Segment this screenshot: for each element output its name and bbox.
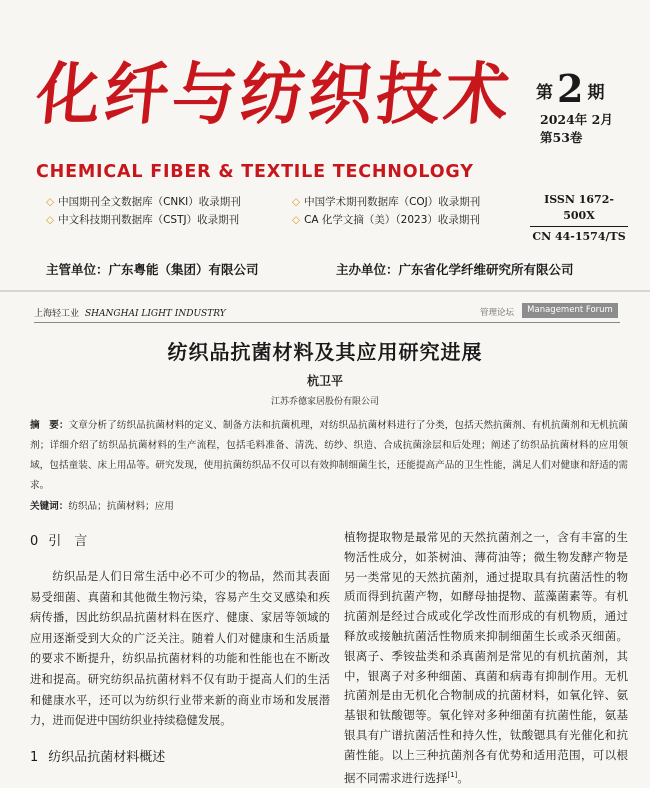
issue-suffix: 期 bbox=[587, 83, 605, 103]
issue-prefix: 第 bbox=[536, 83, 553, 103]
bullet-icon: ◇ bbox=[292, 214, 301, 226]
issue-number-line bbox=[536, 66, 646, 111]
issn-divider bbox=[530, 226, 628, 227]
article-title: 纺织品抗菌材料及其应用研究进展 bbox=[167, 340, 483, 364]
bullet-icon: ◇ bbox=[46, 214, 55, 226]
issue-date: 2024年 2月 bbox=[540, 112, 613, 127]
right-paragraph: 植物提取物是最常见的天然抗菌剂之一，含有丰富的生物活性成分，如茶树油、薄荷油等；微生物发酵产物是另一类常见的天然抗菌剂，通过提取具有抗菌活性的物质而得到抗菌产物，如酵母抽提物、蓝藻菌素等。有机抗菌剂是经过合成或化学改性而形成的有机物质，通过释放或接触抗菌活性物质来抑制细菌生长或杀灭细菌。银离子、季铵盐类和杀真菌剂是常见的有机抗菌剂，其中，银离子对多种细菌、真菌和病毒有抑制作用。无机抗菌剂是由无机化合物制成的抗菌材料，如氧化锌、氨基银和钛酸锶等。氧化锌对多种细菌有抗菌性能，氨基银具有广谱抗菌活性和持久性，钛酸锶具有光催化和抗菌性能。以上三种抗菌剂各有优势和适用范围，可以根据不同需求进行选择[1]。 bbox=[344, 530, 628, 785]
database-list-right bbox=[292, 193, 480, 229]
running-header bbox=[34, 306, 226, 319]
journal-title-en: CHEMICAL FIBER & TEXTILE TECHNOLOGY bbox=[36, 162, 474, 182]
bullet-icon: ◇ bbox=[46, 196, 55, 208]
forum-label-en: Management Forum bbox=[522, 303, 618, 318]
issue-number: 2 bbox=[557, 66, 584, 111]
abstract-label: 摘 要： bbox=[30, 420, 69, 431]
keywords-text: 纺织品；抗菌材料；应用 bbox=[68, 501, 174, 512]
database-item: ◇ CA 化学文摘（美）（2023）收录期刊 bbox=[292, 214, 480, 226]
cn-number: CN 44-1574/TS bbox=[532, 230, 626, 243]
issue-volume: 第53卷 bbox=[540, 130, 583, 145]
forum-label-cn: 管理论坛 bbox=[480, 308, 515, 318]
section-heading: 1 纺织品抗菌材料概述 bbox=[30, 749, 166, 765]
issue-info bbox=[536, 66, 646, 147]
abstract bbox=[30, 416, 628, 496]
citation: [1] bbox=[447, 770, 458, 779]
journal-title-cn: 化纤与纺织技术 bbox=[32, 56, 517, 135]
sponsor: 主办单位：广东省化学纤维研究所有限公司 bbox=[336, 262, 574, 277]
keywords bbox=[30, 498, 628, 516]
issn: ISSN 1672-500X bbox=[544, 193, 614, 222]
masthead-divider bbox=[0, 290, 650, 292]
article-affiliation: 江苏乔德家居股份有限公司 bbox=[270, 397, 379, 407]
database-item: ◇ 中国学术期刊数据库（COJ）收录期刊 bbox=[292, 196, 481, 208]
abstract-text: 文章分析了纺织品抗菌材料的定义、制备方法和抗菌机理，对纺织品抗菌材料进行了分类，包括天然抗菌剂、有机抗菌剂和无机抗菌剂；详细介绍了纺织品抗菌材料的生产流程，包括毛料准备、清洗、纺纱、织造、合成抗菌涂层和后处理；阐述了纺织品抗菌材料的应用领域，包括童装、床上用品等。研究发现，使用抗菌纺织品不仅可以有效抑制细菌生长，还能提高产品的卫生性能，满足人们对健康和舒适的需求。 bbox=[30, 420, 629, 491]
issn-box bbox=[530, 192, 628, 245]
left-column bbox=[30, 530, 330, 783]
bullet-icon: ◇ bbox=[292, 196, 301, 208]
header-rule bbox=[34, 322, 620, 323]
section-heading: 0 引 言 bbox=[30, 534, 88, 549]
database-item: ◇ 中国期刊全文数据库（CNKI）收录期刊 bbox=[46, 196, 241, 208]
right-column bbox=[344, 528, 628, 788]
running-header-cn: 上海轻工业 bbox=[34, 309, 80, 319]
article-author: 杭卫平 bbox=[306, 374, 343, 388]
supervisor: 主管单位：广东粤能（集团）有限公司 bbox=[46, 262, 259, 277]
intro-paragraph: 纺织品是人们日常生活中必不可少的物品，然而其表面易受细菌、真菌和其他微生物污染，容易产生交叉感染和疾病传播，因此纺织品抗菌材料在医疗、健康、家居等领域的应用逐渐受到大众的广泛关注。随着人们对健康和生活质量的要求不断提升，纺织品抗菌材料的功能和性能也在不断改进和提高。研究纺织品抗菌材料不仅有助于提高人们的生活和健康水平，还可以为纺织行业带来新的商业市场和发展潜力，进而促进中国纺织业持续稳健发展。 bbox=[30, 570, 330, 728]
keywords-label: 关键词： bbox=[30, 501, 69, 512]
database-item: ◇ 中文科技期刊数据库（CSTJ）收录期刊 bbox=[46, 214, 240, 226]
database-list-left bbox=[46, 193, 241, 229]
running-header-en: SHANGHAI LIGHT INDUSTRY bbox=[85, 309, 226, 319]
